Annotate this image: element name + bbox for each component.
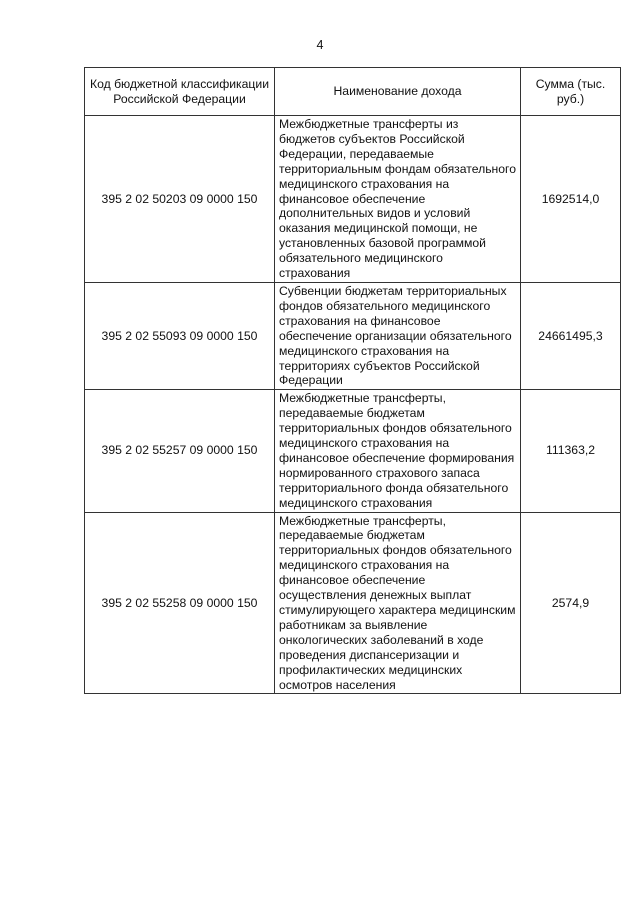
cell-sum: 2574,9 xyxy=(521,512,621,694)
cell-name: Межбюджетные трансферты из бюджетов субъектов Российской Федерации, передаваемые территориальным фондам обязательного медицинского страхования на финансовое обеспечение дополнительных видов и условий оказания медицинской помощи, не установленных базовой программой обязательного медицинского страхования xyxy=(275,116,521,283)
cell-sum: 1692514,0 xyxy=(521,116,621,283)
page-number: 4 xyxy=(316,38,324,52)
cell-code: 395 2 02 55258 09 0000 150 xyxy=(85,512,275,694)
table-row xyxy=(85,116,621,283)
table-body xyxy=(85,116,621,694)
table-row xyxy=(85,512,621,694)
table-row xyxy=(85,390,621,512)
income-table xyxy=(84,67,621,694)
header-row xyxy=(85,68,621,116)
header-name: Наименование дохода xyxy=(275,68,521,116)
cell-sum: 111363,2 xyxy=(521,390,621,512)
cell-name: Субвенции бюджетам территориальных фондов обязательного медицинского страхования на финансовое обеспечение организации обязательного медицинского страхования на территориях субъектов Российской Федерации xyxy=(275,282,521,389)
header-sum: Сумма (тыс. руб.) xyxy=(521,68,621,116)
cell-name: Межбюджетные трансферты, передаваемые бюджетам территориальных фондов обязательного медицинского страхования на финансовое обеспечение осуществления денежных выплат стимулирующего характера медицинским работникам за выявление онкологических заболеваний в ходе проведения диспансеризации и профилактических медицинских осмотров населения xyxy=(275,512,521,694)
table-header xyxy=(85,68,621,116)
table-row xyxy=(85,282,621,389)
cell-name: Межбюджетные трансферты, передаваемые бюджетам территориальных фондов обязательного медицинского страхования на финансовое обеспечение формирования нормированного страхового запаса территориального фонда обязательного медицинского страхования xyxy=(275,390,521,512)
cell-code: 395 2 02 55093 09 0000 150 xyxy=(85,282,275,389)
cell-code: 395 2 02 50203 09 0000 150 xyxy=(85,116,275,283)
cell-code: 395 2 02 55257 09 0000 150 xyxy=(85,390,275,512)
header-code: Код бюджетной классификации Российской Федерации xyxy=(85,68,275,116)
cell-sum: 24661495,3 xyxy=(521,282,621,389)
